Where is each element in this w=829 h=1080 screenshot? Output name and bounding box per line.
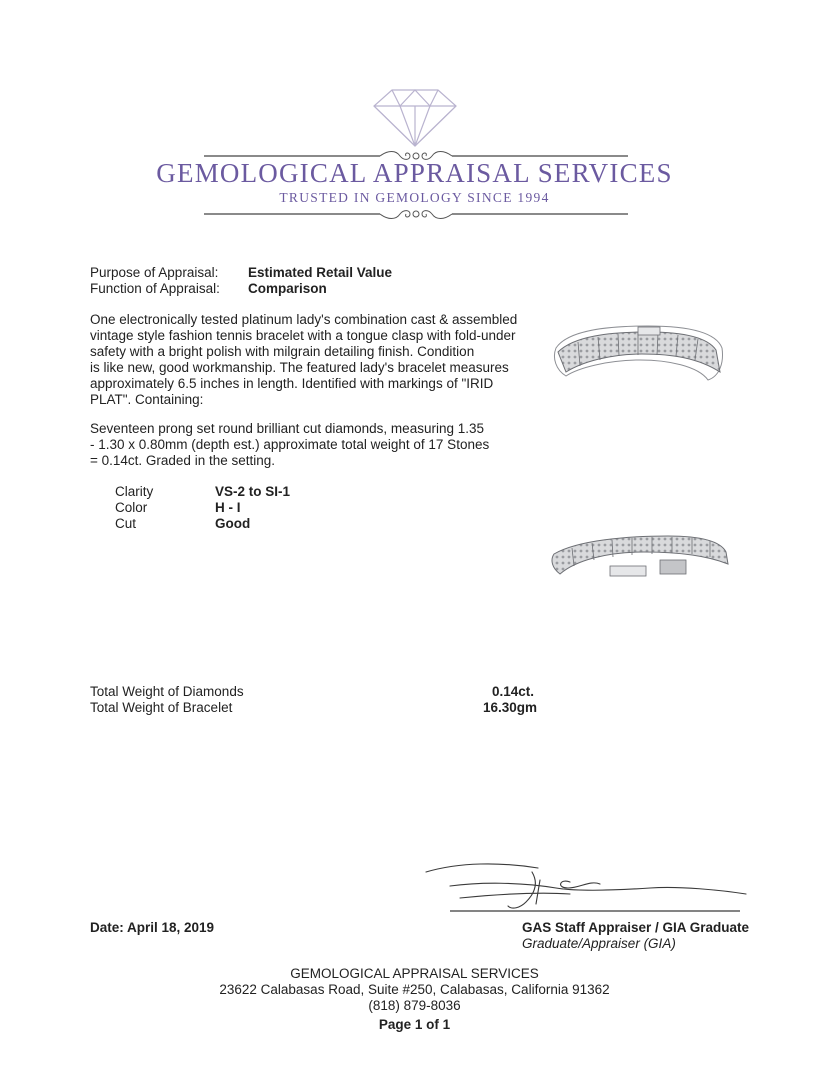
grade-value-clarity: VS-2 to SI-1 [215,484,291,499]
grade-label-clarity: Clarity [115,484,154,499]
company-tagline: TRUSTED IN GEMOLOGY SINCE 1994 [279,190,550,205]
total-diamonds-value: 0.14ct. [492,684,535,699]
description-line: safety with a bright polish with milgrain detailing finish. Condition [90,344,475,359]
header-bottom-ornament [204,204,628,229]
appraisal-date: Date: April 18, 2019 [90,920,215,935]
bracelet-photo-top [548,318,730,397]
total-bracelet-value: 16.30gm [483,700,538,715]
grade-value-cut: Good [215,516,251,531]
bracelet-photo-bottom [548,530,732,591]
grade-label-cut: Cut [115,516,137,531]
description-line: One electronically tested platinum lady's combination cast & assembled [90,312,518,327]
page-number: Page 1 of 1 [378,1017,451,1032]
grade-label-color: Color [115,500,148,515]
grade-value-color: H - I [215,500,241,515]
total-bracelet-label: Total Weight of Bracelet [90,700,233,715]
appraiser-subtitle: Graduate/Appraiser (GIA) [522,936,676,951]
description-line: PLAT". Containing: [90,392,204,407]
appraiser-signature [420,858,750,923]
function-value: Comparison [248,281,327,296]
purpose-label: Purpose of Appraisal: [90,265,219,280]
diamonds-line: - 1.30 x 0.80mm (depth est.) approximate total weight of 17 Stones [90,437,490,452]
diamonds-line: = 0.14ct. Graded in the setting. [90,453,275,468]
diamond-icon [372,88,458,153]
appraiser-title: GAS Staff Appraiser / GIA Graduate [522,920,750,935]
description-line: vintage style fashion tennis bracelet with a tongue clasp with fold-under [90,328,516,343]
total-diamonds-label: Total Weight of Diamonds [90,684,244,699]
diamonds-line: Seventeen prong set round brilliant cut diamonds, measuring 1.35 [90,421,484,436]
function-label: Function of Appraisal: [90,281,220,296]
footer-phone: (818) 879-8036 [368,998,461,1013]
company-title: GEMOLOGICAL APPRAISAL SERVICES [156,158,673,188]
footer-address: 23622 Calabasas Road, Suite #250, Calabasas, California 91362 [219,982,610,997]
description-line: is like new, good workmanship. The featured lady's bracelet measures [90,360,509,375]
description-line: approximately 6.5 inches in length. Identified with markings of "IRID [90,376,494,391]
purpose-value: Estimated Retail Value [248,265,393,280]
footer-company: GEMOLOGICAL APPRAISAL SERVICES [290,966,539,981]
